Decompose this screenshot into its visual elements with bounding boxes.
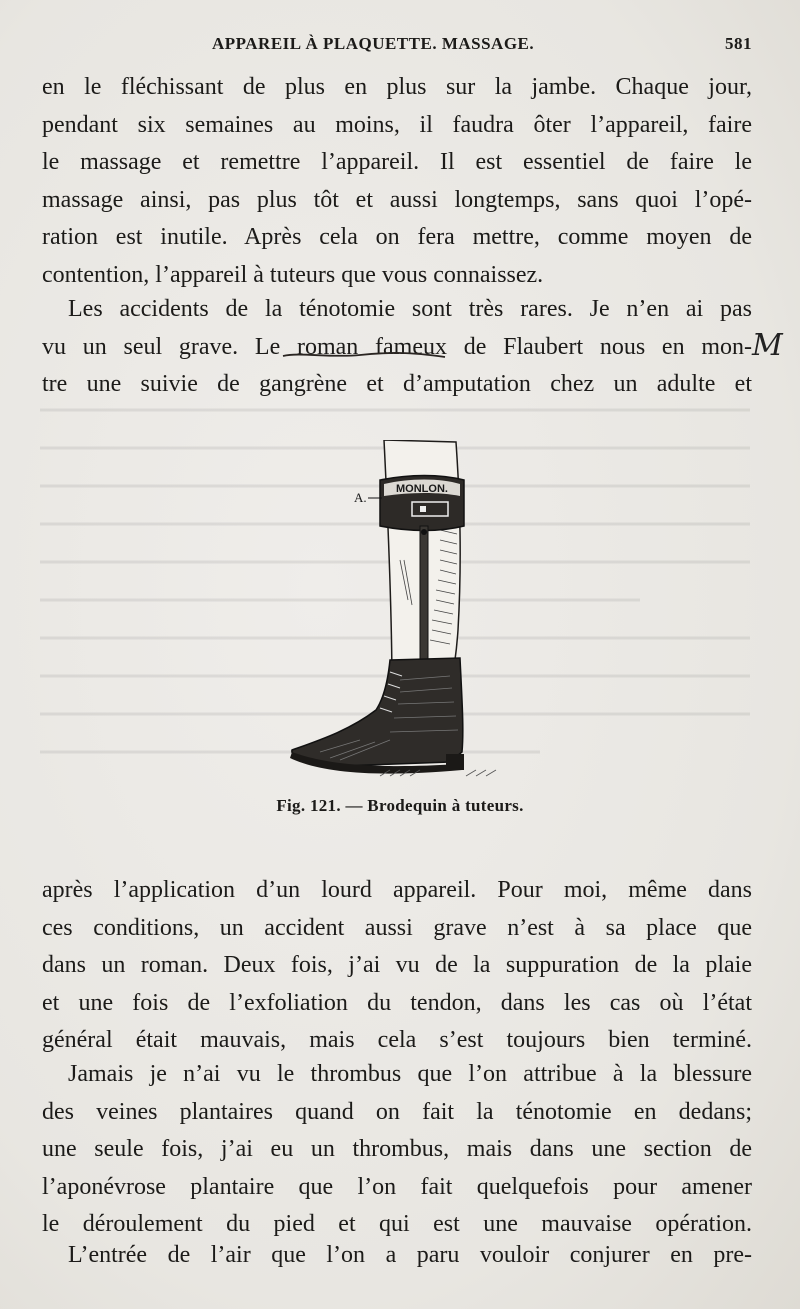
text-line: tre une suivie de gangrène et d’amputation chez un adulte et — [42, 371, 752, 398]
paragraph-4 — [42, 1056, 752, 1244]
text-line: dans un roman. Deux fois, j’ai vu de la suppuration de la plaie — [42, 952, 752, 979]
text-line: pendant six semaines au moins, il faudra ôter l’appareil, faire — [42, 111, 752, 138]
text-line: en le fléchissant de plus en plus sur la jambe. Chaque jour, — [42, 74, 752, 100]
running-head-title: APPAREIL À PLAQUETTE. MASSAGE. — [212, 34, 535, 53]
text-line: Jamais je n’ai vu le thrombus que l’on attribue à la blessure — [68, 1061, 752, 1087]
text-line: ces conditions, un accident aussi grave n’est à sa place que — [42, 914, 752, 941]
text-line: ration est inutile. Après cela on fera mettre, comme moyen de — [42, 224, 752, 251]
text-line: le massage et remettre l’appareil. Il est essentiel de faire le — [42, 149, 752, 176]
text-line: général était mauvais, mais cela s’est toujours bien terminé. — [42, 1027, 752, 1054]
paragraph-3 — [42, 872, 752, 1060]
figure-brace-boot — [280, 440, 520, 790]
text-line: l’aponévrose plantaire que l’on fait quelquefois pour amener — [42, 1173, 752, 1200]
text-line: vu un seul grave. Le roman fameux de Flaubert nous en mon- — [42, 333, 752, 360]
text-line: massage ainsi, pas plus tôt et aussi longtemps, sans quoi l’opé- — [42, 186, 752, 213]
text-line: contention, l’appareil à tuteurs que vous connaissez. — [42, 261, 544, 288]
figure-caption: Fig. 121. — Brodequin à tuteurs. — [276, 796, 524, 815]
text-line: et une fois de l’exfoliation du tendon, dans les cas où l’état — [42, 989, 752, 1016]
text-line: Les accidents de la ténotomie sont très rares. Je n’en ai pas — [68, 296, 752, 322]
margin-note: M — [752, 328, 783, 363]
text-line: L’entrée de l’air que l’on a paru vouloir conjurer en pre- — [68, 1242, 752, 1268]
label-monlon: MONLON. — [396, 483, 448, 495]
text-line: une seule fois, j’ai eu un thrombus, mais dans une section de — [42, 1136, 752, 1163]
paragraph-5 — [42, 1237, 752, 1275]
text-line: des veines plantaires quand on fait la ténotomie en dedans; — [42, 1098, 752, 1125]
text-line: le déroulement du pied et qui est une mauvaise opération. — [42, 1211, 752, 1238]
label-a: A. — [354, 490, 367, 505]
text-line: après l’application d’un lourd appareil. Pour moi, même dans — [42, 877, 752, 903]
brace-boot-illustration — [280, 440, 520, 790]
page-number: 581 — [725, 34, 752, 53]
